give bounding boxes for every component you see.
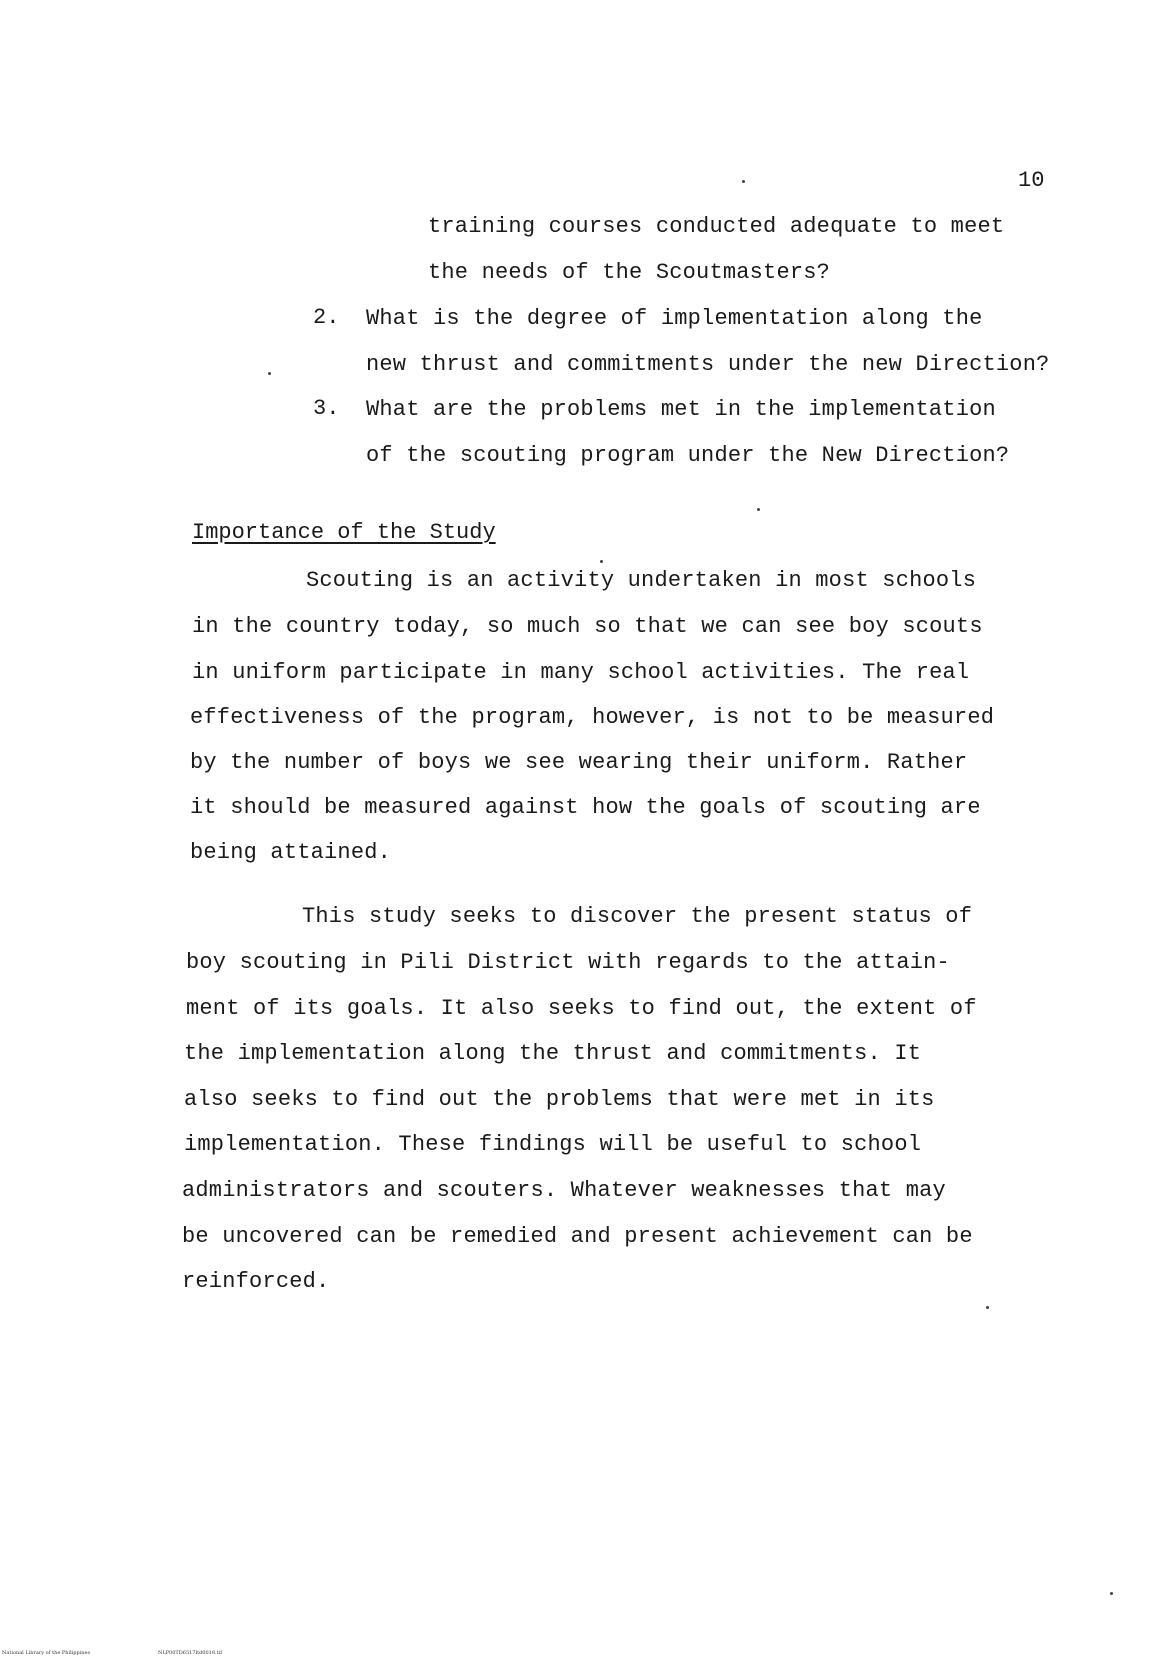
footer-file-id: NLP00TD6517ltd0018.tif bbox=[158, 1650, 223, 1656]
scan-speck bbox=[600, 560, 603, 563]
question-number: 2. bbox=[313, 305, 340, 330]
paragraph-line: This study seeks to discover the present status of bbox=[302, 904, 973, 929]
paragraph-line: being attained. bbox=[190, 840, 392, 865]
paragraph-line: ment of its goals. It also seeks to find out, the extent of bbox=[186, 996, 977, 1021]
paragraph-line: Scouting is an activity undertaken in most schools bbox=[306, 568, 977, 593]
paragraph-line: reinforced. bbox=[182, 1269, 330, 1294]
scan-speck bbox=[757, 508, 760, 511]
scan-speck bbox=[1110, 1592, 1113, 1595]
section-heading: Importance of the Study bbox=[192, 520, 496, 545]
scan-speck bbox=[268, 372, 271, 375]
question-number: 3. bbox=[313, 396, 340, 421]
page-number: 10 bbox=[1018, 168, 1045, 193]
footer-library: National Library of the Philippines bbox=[2, 1650, 91, 1656]
question-line: What are the problems met in the implementation bbox=[366, 397, 996, 422]
question-line: of the scouting program under the New Direction? bbox=[366, 443, 1010, 468]
scan-speck bbox=[986, 1306, 989, 1309]
paragraph-line: by the number of boys we see wearing their uniform. Rather bbox=[190, 750, 968, 775]
paragraph-line: administrators and scouters. Whatever weaknesses that may bbox=[182, 1178, 946, 1203]
question-line: new thrust and commitments under the new Direction? bbox=[366, 352, 1050, 377]
paragraph-line: boy scouting in Pili District with regards to the attain- bbox=[186, 950, 950, 975]
paragraph-line: in the country today, so much so that we can see boy scouts bbox=[192, 614, 983, 639]
paragraph-line: implementation. These findings will be useful to school bbox=[184, 1132, 922, 1157]
paragraph-line: the implementation along the thrust and commitments. It bbox=[184, 1041, 922, 1066]
continuation-line: the needs of the Scoutmasters? bbox=[428, 260, 831, 285]
paragraph-line: be uncovered can be remedied and present achievement can be bbox=[182, 1224, 973, 1249]
question-line: What is the degree of implementation along the bbox=[366, 306, 983, 331]
paragraph-line: effectiveness of the program, however, is not to be measured bbox=[190, 705, 995, 730]
paragraph-line: also seeks to find out the problems that were met in its bbox=[184, 1087, 935, 1112]
paragraph-line: in uniform participate in many school activities. The real bbox=[192, 660, 970, 685]
scan-speck bbox=[742, 180, 745, 183]
continuation-line: training courses conducted adequate to meet bbox=[428, 214, 1005, 239]
paragraph-line: it should be measured against how the goals of scouting are bbox=[190, 795, 981, 820]
